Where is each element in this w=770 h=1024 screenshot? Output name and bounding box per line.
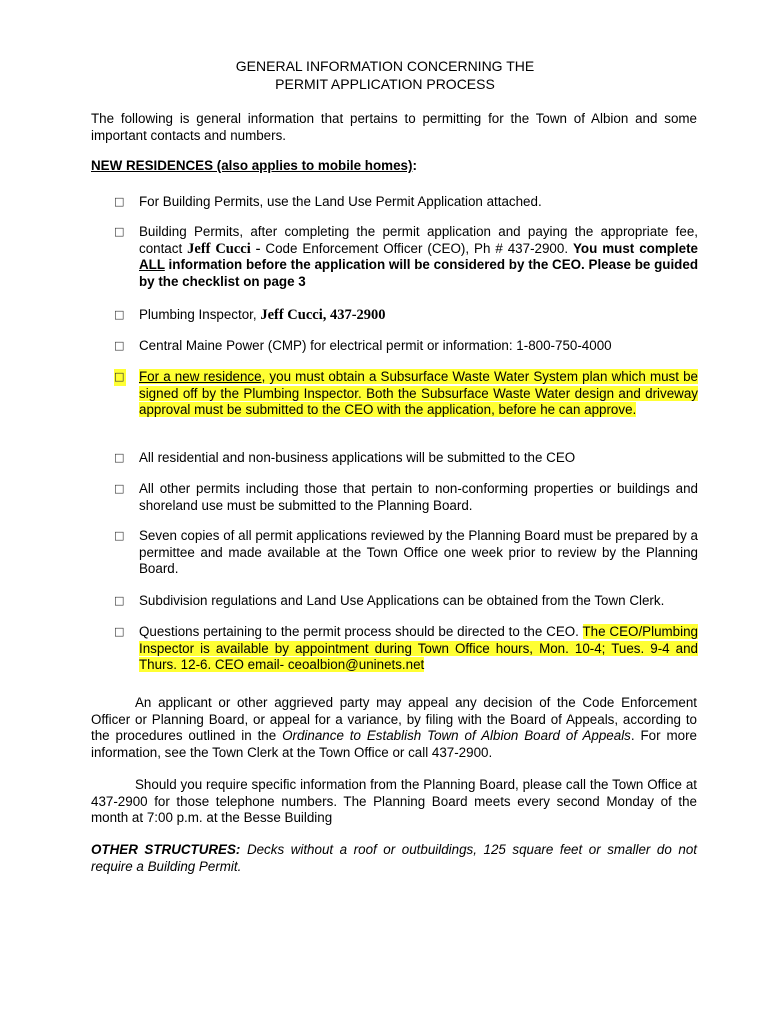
checkbox-bullet-icon: □ [114,625,125,638]
text-run: . For more information, see the Town Clerk at the Town Office or call 437-2900. [91,728,698,760]
other-structures-label: OTHER STRUCTURES: [91,842,241,857]
appeal-paragraph [91,695,697,761]
list-item-text: Subdivision regulations and Land Use Applications can be obtained from the Town Clerk. [139,593,665,608]
new-residences-heading-colon: : [412,158,417,173]
checkbox-bullet-icon: □ [114,225,125,238]
intro-paragraph: The following is general information that pertains to permitting for the Town of Albion and some important contacts and numbers. [91,111,697,143]
text-run: Decks without a roof or outbuildings, 125 square feet or smaller do not require a Building Permit. [91,842,697,874]
emphasis-text: information before the application will be considered by the CEO. Please be guided by the checklist on page 3 [139,257,698,289]
planning-board-paragraph [91,777,697,827]
ceo-name: Jeff Cucci - [187,240,261,257]
text-run: Questions pertaining to the permit process should be directed to the CEO. [139,624,583,639]
emphasis-text: You must complete [573,240,698,256]
emphasis-all-text: ALL [139,257,165,272]
other-structures-paragraph [91,842,697,875]
new-residences-heading-text: NEW RESIDENCES (also applies to mobile homes) [91,158,413,173]
list-item-text: All residential and non-business applications will be submitted to the CEO [139,450,576,465]
ordinance-title: Ordinance to Establish Town of Albion Board of Appeals [282,728,631,743]
checkbox-bullet-icon: □ [114,594,125,607]
list-item-text: For Building Permits, use the Land Use Permit Application attached. [139,194,542,209]
checkbox-bullet-icon: □ [114,339,125,352]
text-run: Should you require specific information from the Planning Board, please call the Town Office at 437-2900 for those telephone numbers. The Planning Board meets every second Monday of the month at 7:00 p.m. at the Besse Building [91,777,697,825]
checkbox-bullet-icon: □ [114,308,125,321]
text-run: Building Permits, after completing the permit application and paying the appropriate fee, contact [139,224,698,256]
list-item-text: Seven copies of all permit applications reviewed by the Planning Board must be prepared by a permittee and made available at the Town Office one week prior to review by the Planning Board. [139,528,698,576]
ceo-availability-highlight: The CEO/Plumbing Inspector is available by appointment during Town Office hours, Mon. 10-4; Tues. 9-4 and Thurs. 12-6. CEO email- ceoalbion@uninets.net [139,624,698,672]
new-residence-text: For a new residence [139,369,262,384]
checkbox-bullet-icon: □ [114,451,125,464]
list-item-text: All other permits including those that pertain to non-conforming properties or buildings and shoreland use must be submitted to the Planning Board. [139,481,698,513]
checkbox-bullet-icon: □ [114,195,125,208]
checkbox-bullet-icon: □ [114,369,126,386]
document-title-line-2: PERMIT APPLICATION PROCESS [275,76,495,92]
list-item-text [139,369,698,419]
text-run: , you must obtain a Subsurface Waste Water System plan which must be signed off by the Plumbing Inspector. Both the Subsurface Waste Water design and driveway approval must be submitted to the CEO with the application, before he can approve. [139,369,698,417]
checkbox-bullet-icon: □ [114,482,125,495]
text-run: An applicant or other aggrieved party may appeal any decision of the Code Enforcement Officer or Planning Board, or appeal for a variance, by filing with the Board of Appeals, according to the procedures outlined in the [91,695,697,743]
plumbing-inspector-contact: Jeff Cucci, 437-2900 [260,307,386,323]
checkbox-bullet-icon: □ [114,529,125,542]
list-item-text [139,307,698,324]
new-residences-heading [91,158,417,175]
list-item-text [139,224,698,290]
document-title-line-1: GENERAL INFORMATION CONCERNING THE [235,58,535,74]
list-item-text [139,624,698,674]
list-item-text: Central Maine Power (CMP) for electrical permit or information: 1-800-750-4000 [139,338,612,353]
text-run: Plumbing Inspector, [139,307,261,322]
text-run: Code Enforcement Officer (CEO), Ph # 437-2900. [260,240,573,256]
